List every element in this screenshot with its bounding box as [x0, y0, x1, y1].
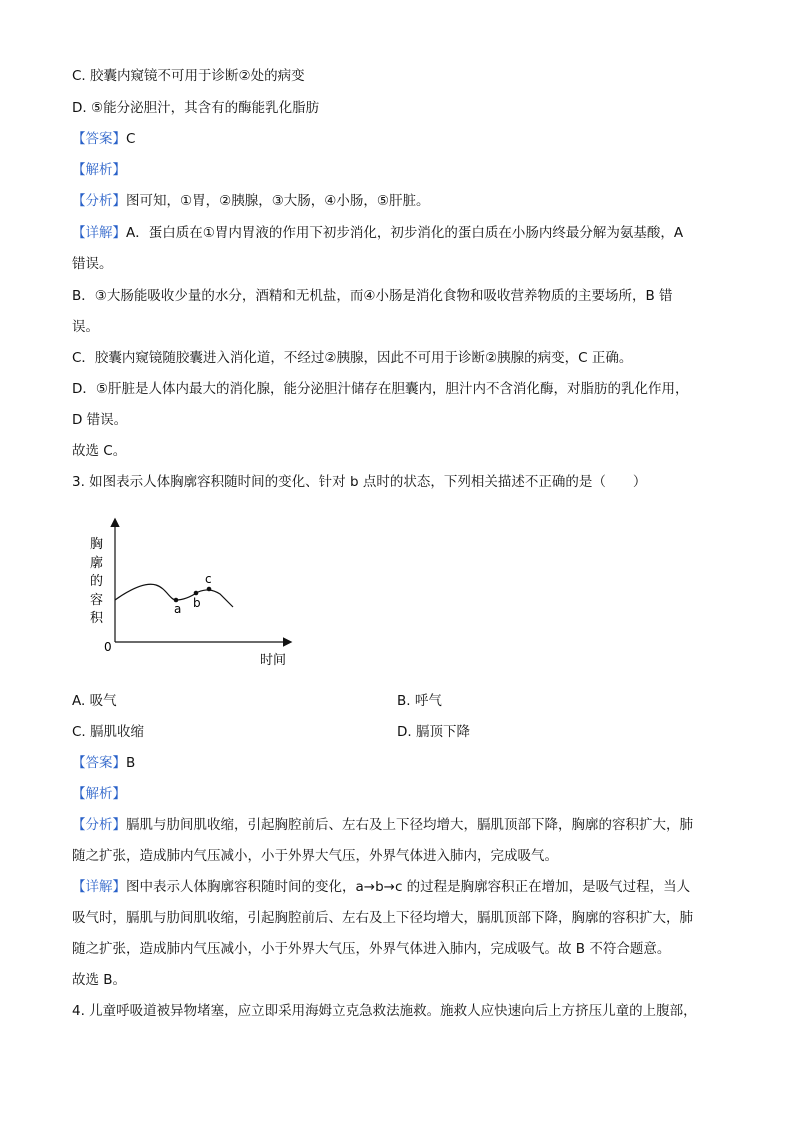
point-b: [194, 591, 199, 596]
xiangjie-text: A．蛋白质在①胃内胃液的作用下初步消化，初步消化的蛋白质在小肠内终最分解为氨基酸，A: [126, 225, 684, 241]
point-a-label: a: [174, 602, 182, 616]
xiangjie-line: [72, 877, 690, 897]
y-label-char-3: 的: [90, 574, 104, 589]
thorax-volume-chart: [80, 512, 320, 672]
question-3-stem: 3. 如图表示人体胸廓容积随时间的变化、针对 b 点时的状态，下列相关描述不正确的是（ ）: [72, 474, 647, 490]
xiangjie-text: 图中表示人体胸廓容积随时间的变化，a→b→c 的过程是胸廓容积正在增加，是吸气过程，当人: [126, 879, 691, 895]
y-label-char-1: 胸: [90, 537, 104, 552]
origin-label: 0: [104, 640, 112, 654]
fenxi-text: 图可知，①胃，②胰腺，③大肠，④小肠，⑤肝脏。: [126, 193, 430, 209]
fenxi-label: 【分析】: [72, 817, 126, 833]
answer-label: 【答案】: [72, 755, 126, 771]
option-c: C. 膈肌收缩: [72, 724, 145, 740]
y-label-char-5: 积: [90, 611, 104, 626]
explain-b-cont: 误。: [72, 319, 99, 335]
option-d-text: D. ⑤能分泌胆汁，其含有的酶能乳化脂肪: [72, 100, 320, 116]
answer-line: [72, 753, 135, 773]
fenxi-text: 膈肌与肋间肌收缩，引起胸腔前后、左右及上下径均增大，膈肌顶部下降，胸廓的容积扩大，肺: [126, 817, 693, 833]
answer-value: C: [126, 131, 136, 147]
explain-d-line: D．⑤肝脏是人体内最大的消化腺，能分泌胆汁储存在胆囊内，胆汁内不含消化酶，对脂肪的乳化作用，: [72, 381, 689, 397]
answer-line: [72, 129, 135, 149]
xiangjie-text-cont: 随之扩张，造成肺内气压减小，小于外界大气压，外界气体进入肺内，完成吸气。故 B 不符合题意。: [72, 941, 671, 957]
fenxi-label: 【分析】: [72, 193, 126, 209]
explain-d-cont: D 错误。: [72, 412, 128, 428]
analysis-label: 【解析】: [72, 786, 126, 802]
answer-value: B: [126, 755, 136, 771]
y-label-char-4: 容: [90, 593, 104, 608]
xiangjie-text-cont: 错误。: [72, 256, 113, 272]
x-axis-label: 时间: [260, 653, 287, 668]
xiangjie-label: 【详解】: [72, 225, 126, 241]
fenxi-line: [72, 815, 693, 835]
explain-b-line: B．③大肠能吸收少量的水分，酒精和无机盐，而④小肠是消化食物和吸收营养物质的主要场所，B 错: [72, 288, 673, 304]
option-c-text: C. 胶囊内窥镜不可用于诊断②处的病变: [72, 68, 305, 84]
xiangjie-label: 【详解】: [72, 879, 126, 895]
option-d: D. 膈顶下降: [397, 724, 470, 740]
conclusion: 故选 B。: [72, 972, 127, 988]
explain-c-line: C．胶囊内窥镜随胶囊进入消化道，不经过②胰腺，因此不可用于诊断②胰腺的病变，C 正确。: [72, 350, 633, 366]
conclusion: 故选 C。: [72, 443, 127, 459]
fenxi-text-cont: 随之扩张，造成肺内气压减小，小于外界大气压，外界气体进入肺内，完成吸气。: [72, 848, 558, 864]
xiangjie-text-cont: 吸气时，膈肌与肋间肌收缩，引起胸腔前后、左右及上下径均增大，膈肌顶部下降，胸廓的容积扩大，肺: [72, 910, 693, 926]
question-4-stem: 4. 儿童呼吸道被异物堵塞，应立即采用海姆立克急救法施救。施救人应快速向后上方挤压儿童的上腹部，: [72, 1003, 697, 1019]
point-c: [207, 587, 212, 592]
option-b: B. 呼气: [397, 693, 442, 709]
option-a: A. 吸气: [72, 693, 117, 709]
fenxi-line: [72, 191, 430, 211]
y-label-char-2: 廓: [90, 556, 104, 571]
xiangjie-line: [72, 223, 683, 243]
point-b-label: b: [193, 596, 201, 610]
analysis-label: 【解析】: [72, 162, 126, 178]
answer-label: 【答案】: [72, 131, 126, 147]
point-c-label: c: [205, 572, 212, 586]
